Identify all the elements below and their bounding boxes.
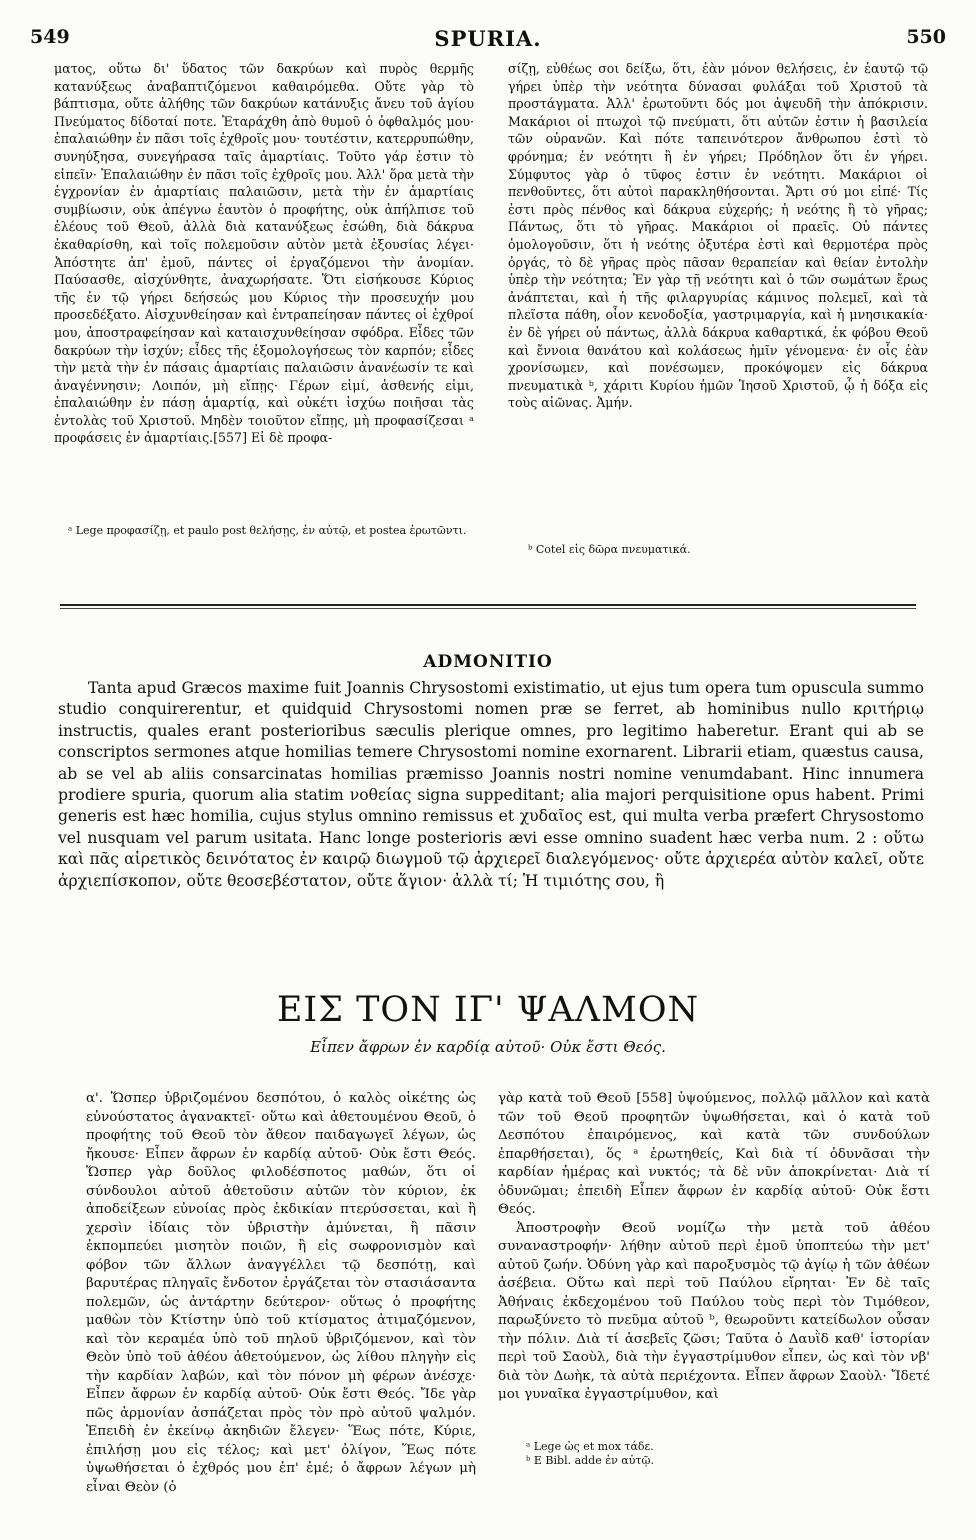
bottom-right-column	[498, 1090, 930, 1405]
bottom-right-paragraph-2: Ἀποστροφὴν Θεοῦ νομίζω τὴν μετὰ τοῦ ἀθέου συναναστροφήν· λήθην αὐτοῦ περὶ ἐμοῦ ὑποπτεύω τὴν μετ' αὐτοῦ ζωήν. Ὀδύνη γὰρ καὶ παροξυσμὸς τῷ ἁγίῳ ἡ τῶν ἀθέων ἀσέβεια. Οὕτω καὶ περὶ τοῦ Παύλου εἴρηται· Ἐν δὲ ταῖς Ἀθήναις ἐκδεχομένου τοῦ Παύλου τοὺς περὶ τὸν Τιμόθεον, παρωξύνετο τὸ πνεῦμα αὐτοῦ ᵇ, θεωροῦντι κατείδωλον οὖσαν τὴν πόλιν. Διὰ τί ἀσεβεῖς ζῶσι; Ταῦτα ὁ Δαυῒδ καθ' ἱστορίαν περὶ τοῦ Σαοὺλ, διὰ τὴν ἐγγαστρίμυθον εἶπεν, ὡς καὶ τὸν νβ' διὰ τὸν Δωὴκ, τὰ αὐτὰ περιέχοντα. Εἶπεν ἄφρων Σαοὺλ· Ἴδετέ μοι γυναῖκα ἐγγαστρίμυθον, καὶ	[498, 1220, 930, 1402]
bottom-footnotes	[512, 1440, 932, 1468]
admonitio-body	[58, 678, 924, 892]
running-head	[30, 26, 946, 54]
footnote-a-bottom: ᵃ Lege ὡς et mox τάδε.	[526, 1440, 654, 1453]
page-number-right: 550	[906, 26, 946, 48]
page-number-left: 549	[30, 26, 70, 48]
homily-title: ΕΙΣ ΤΟΝ ΙΓ' ΨΑΛΜΟΝ	[276, 990, 700, 1030]
running-head-title: SPURIA.	[434, 26, 542, 51]
footnote-b-top: ᵇ Cotel εἰς δῶρα πνευματικά.	[528, 543, 691, 556]
bottom-right-paragraph-1: γὰρ κατὰ τοῦ Θεοῦ [558] ὑψούμενος, πολλῷ μᾶλλον καὶ κατὰ τῶν τοῦ Θεοῦ προφητῶν ὑψωθήσεται, καὶ ὁ κατὰ τοῦ Δεσπότου ἐπαιρόμενος, καὶ κατὰ τῶν συνδούλων ἐπαρθήσεται), ὅς ᵃ ἐρωτηθείς, Καὶ διὰ τί ὀδυνᾶσαι τὴν καρδίαν ἡμέρας καὶ νυκτός; τὰ δὲ νῦν ἀποκρίνεται· Διὰ τί ὀδυνῶμαι; ἐπειδὴ Εἶπεν ἄφρων ἐν καρδίᾳ αὐτοῦ· Οὐκ ἔστι Θεός.	[498, 1091, 930, 1217]
bottom-left-column	[86, 1090, 476, 1497]
top-right-column	[508, 60, 928, 412]
homily-subtitle: Εἶπεν ἄφρων ἐν καρδίᾳ αὐτοῦ· Οὐκ ἔστι Θεός.	[310, 1038, 666, 1056]
top-right-text: σίζῃ, εὐθέως σοι δείξω, ὅτι, ἐὰν μόνον θελήσεις, ἐν ἑαυτῷ τῷ γήρει ὑπὲρ τὴν νεότητα δύνασαι φυλάξαι τοῦ Χριστοῦ τὰ προστάγματα. Ἀλλ' ἐρωτοῦντι δός μοι ἀψευδῆ τὴν ἀπόκρισιν. Μακάριοι οἱ πτωχοὶ τῷ πνεύματι, ὅτι αὐτῶν ἐστιν ἡ βασιλεία τῶν οὐρανῶν. Καὶ πότε ταπεινότερον ἄνθρωπου ἐστὶ τὸ φρόνημα; ἐν νεότητι ἢ ἐν γήρει; Πρόδηλον ὅτι ἐν γήρει. Σύμφυτος γὰρ ὁ τῦφος ἐστιν ἐν νεότητι. Μακάριοι οἱ πενθοῦντες, ὅτι αὐτοὶ παρακληθήσονται. Ἄρτι σύ μοι εἰπέ· Τίς ἐστι πρὸς πένθος καὶ δάκρυα εὐχερής; ἡ νεότης ἢ τὸ γῆρας; Πάντως, ὅτι τὸ γῆρας. Μακάριοι οἱ πραεῖς. Οὐ πάντες ὁμολογοῦσιν, ὅτι ἡ νεότης ὀξυτέρα ἐστὶ καὶ θερμοτέρα πρὸς ὀργάς, τὸ δὲ γῆρας πρὸς πᾶσαν θεραπείαν καὶ θείαν ἐντολὴν ὑπὲρ τὴν νεότητα; Ἐν γὰρ τῇ νεότητι καὶ ὁ τῶν σωμάτων ἔρως ἀνάπτεται, καὶ ἡ τῆς φιλαργυρίας κάμινος πολεμεῖ, καὶ τὰ πλεῖστα πάθη, οἷον κενοδοξία, γαστριμαργία, καὶ ἡ μνησικακία· ἐν δὲ γήρει οὐ πάντως, ἀλλὰ δάκρυα καθαρτικά, ἐκ φόβου Θεοῦ καὶ ἔννοια θανάτου καὶ κολάσεως ἡμῖν γένομενα· ἐν οἷς ἐὰν χρονίσωμεν, καὶ πονέσωμεν, προκόψομεν εἰς δάκρυα πνευματικὰ ᵇ, χάριτι Κυρίου ἡμῶν Ἰησοῦ Χριστοῦ, ᾧ ἡ δόξα εἰς τοὺς αἰῶνας. Ἀμήν.	[508, 61, 928, 411]
admonitio-heading: ADMONITIO	[423, 652, 553, 672]
bottom-left-text: α'. Ὥσπερ ὑβριζομένου δεσπότου, ὁ καλὸς οἰκέτης ὡς εὐνούστατος ἀγανακτεῖ· οὕτω καὶ ἀθετουμένου Θεοῦ, ὁ προφήτης τοῦ Θεοῦ τὸν ἄθεον παιδαγωγεῖ λέγων, ὡς ἤκουσε· Εἶπεν ἄφρων ἐν καρδίᾳ αὐτοῦ· Οὐκ ἔστι Θεός. Ὥσπερ γὰρ δοῦλος φιλοδέσποτος μαθών, ὅτι οἱ σύνδουλοι αὐτοῦ ἀθετοῦσιν αὐτῶν τὸν κύριον, ἐκ ἀποδείξεων εὐνοίας πρὸς ἐκδικίαν πτερύσσεται, καὶ ἢ χερσὶν ἰδίαις τὸν ὑβριστὴν ἀμύνεται, ἢ πᾶσιν ἐκπομπεύει μισητὸν ποιῶν, ἢ εἰς σωφρονισμὸν καὶ φόβον τῶν ἄλλων ἀναγγέλλει τῷ δεσπότῃ, καὶ βαρυτέρας πληγαῖς ἔνδοτον ἐργάζεται τὸν στασιάσαντα πολεμῶν, ὡς ἀντάρτην δεύτερον· οὕτως ὁ προφήτης μαθὼν τὸν Κτίστην ὑπὸ τοῦ κτίσματος ἀτιμαζόμενον, καὶ τὸν κεραμέα ὑπὸ τοῦ πηλοῦ ὑβριζόμενον, καὶ τὸν Θεὸν ὑπὸ τοῦ ἀθέου ἀθετούμενον, ὡς λίθου πληγὴν εἰς τὴν καρδίαν λαβών, καὶ τὸν πόνον μὴ φέρων ἀνέσχε· Εἶπεν ἄφρων ἐν καρδίᾳ αὐτοῦ· Οὐκ ἔστι Θεός. Ἴδε γὰρ πῶς ἁρμονίαν ἀσπάζεται πρὸς τὸν πρὸ αὐτοῦ ψαλμόν. Ἐπειδὴ ἐν ἐκείνῳ ἀκηδιῶν ἔλεγεν· Ἕως πότε, Κύριε, ἐπιλήσῃ μου εἰς τέλος; καὶ μετ' ὀλίγον, Ἕως πότε ὑψωθήσεται ὁ ἐχθρός μου ἐπ' ἐμέ; ὁ ἄφρων λέγων μὴ εἶναι Θεὸν (ὁ	[86, 1091, 476, 1495]
footnote-b-bottom: ᵇ E Bibl. adde ἐν αὐτῷ.	[526, 1454, 654, 1467]
top-left-column	[54, 60, 474, 447]
top-left-text: ματος, οὕτω δι' ὕδατος τῶν δακρύων καὶ πυρὸς θερμῆς κατανύξεως ἀναβαπτιζόμενοι καθαιρόμεθα. Οὔτε γὰρ τὸ βάπτισμα, οὔτε ἀλήθης τῶν δακρύων κατάνυξις ἄνευ τοῦ ἁγίου Πνεύματος δίδοταί ποτε. Ἐταράχθη ἀπὸ θυμοῦ ὁ ὀφθαλμός μου· ἐπαλαιώθην ἐν πᾶσι τοῖς ἐχθροῖς μου· τουτέστιν, κατερρυπώθην, συνηύξησα, συνεγήρασα ταῖς ἁμαρτίαις. Τοῦτο γάρ ἐστιν τὸ εἰπεῖν· Ἐπαλαιώθην ἐν πᾶσι τοῖς ἐχθροῖς μου. Ἀλλ' ὅρα μετὰ τὴν ἐγχρονίαν ἐν ἁμαρτίαις παλαιῶσιν, μετὰ τὴν ἐν ἁμαρτίαις συμβίωσιν, οὐκ ἀπέγνω ἑαυτὸν ὁ προφήτης, οὐκ ἀπήλπισε τοῦ ἐλέους τοῦ Θεοῦ, ἀλλὰ διὰ κατανύξεως ἐσώθη, διὰ δάκρυα ἐκαθαρίσθη, καὶ τοῖς πολεμοῦσιν αὐτὸν μετὰ ἐξουσίας λέγει· Ἀπόστητε ἀπ' ἐμοῦ, πάντες οἱ ἐργαζόμενοι τὴν ἀνομίαν. Παύσασθε, αἰσχύνθητε, ἀναχωρήσατε. Ὅτι εἰσήκουσε Κύριος τῆς ἐν τῷ γήρει δεήσεώς μου Κύριος τὴν προσευχήν μου προσεδέξατο. Αἰσχυνθείησαν καὶ ἐντραπείησαν πάντες οἱ ἐχθροί μου, ἀποστραφείησαν καὶ καταισχυνθείησαν σφόδρα. Εἶδες τῶν δακρύων τὴν ἰσχύν; εἶδες τῆς ἐξομολογήσεως τὸν καρπόν; εἶδες τὴν μετὰ τὴν ἐν πάσαις ἁμαρτίαις παλαιῶσιν ἀνανέωσίν τε καὶ ἀναγέννησιν; Λοιπόν, μὴ εἴπῃς· Γέρων εἰμί, ἀσθενής εἰμι, ἐπαλαιώθην ἐν πάσῃ ἁμαρτίᾳ, καὶ οὐκέτι ἰσχύω ποιῆσαι τὰς ἐντολὰς τοῦ Χριστοῦ. Μηδὲν τοιοῦτον εἴπῃς, μὴ προφασίζεσαι ᵃ προφάσεις ἐν ἁμαρτίαις.[557] Εἰ δὲ προφα-	[54, 61, 474, 446]
footnote-a-top: ᵃ Lege προφασίζῃ, et paulo post θελήσῃς, ἐν αὐτῷ, et postea ἐρωτῶντι.	[68, 524, 467, 537]
admonitio-paragraph: Tanta apud Græcos maxime fuit Joannis Chrysostomi existimatio, ut ejus tum opera tum opuscula summo studio conquirerentur, et quidquid Chrysostomi nomen præ se ferret, ab hominibus nullo κριτήριῳ instructis, quales erant posterioribus sæculis plerique omnes, pro legitimo haberetur. Erant qui ab se conscriptos sermones atque homilias temere Chrysostomi nomine exornarent. Librarii etiam, quæstus causa, ab se vel ab aliis consarcinatas homilias præmisso Joannis nostri nomine venumdabant. Hinc innumera prodiere spuria, quorum alia statim νοθείας signa suppeditant; alia majori perquisitione opus habent. Primi generis est hæc homilia, cujus stylus omnino remissus et χυδαῖος est, qui multa verba præfert Chrysostomo vel nusquam vel parum usitata. Hanc longe posterioris ævi esse omnino suadent hæc verba num. 2 : οὕτω καὶ πᾶς αἱρετικὸς δεινότατος ἐν καιρῷ διωγμοῦ τῷ ἀρχιερεῖ διαλεγόμενος· οὔτε ἀρχιερέα αὐτὸν καλεῖ, οὔτε ἀρχιεπίσκοπον, οὔτε θεοσεβέστατον, οὔτε ἅγιον· ἀλλὰ τί; Ἡ τιμιότης σου, ἢ	[58, 679, 924, 890]
section-divider-thin	[60, 608, 916, 609]
section-divider	[60, 604, 916, 606]
